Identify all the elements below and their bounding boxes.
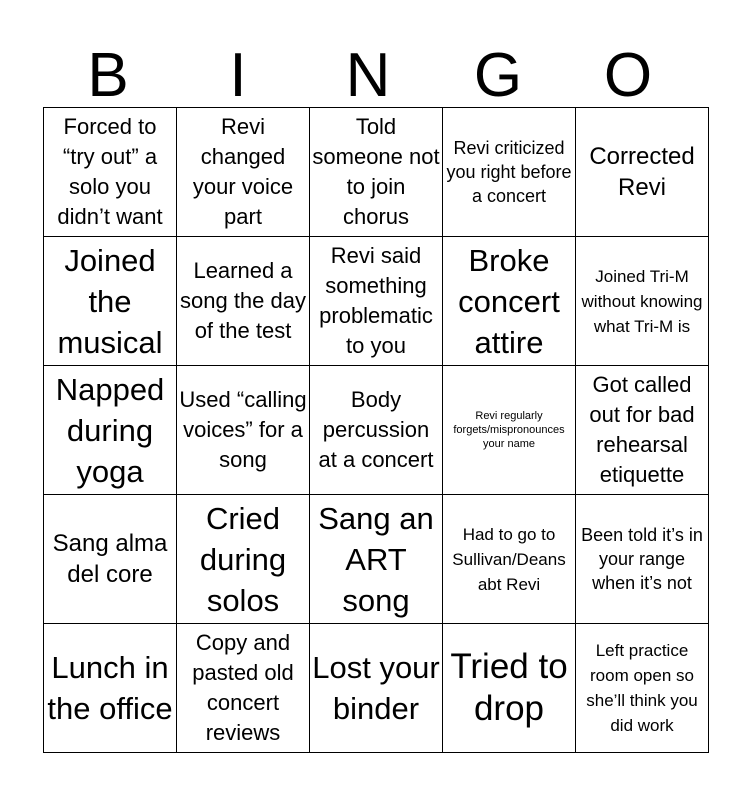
bingo-cell[interactable]: Joined Tri-M without knowing what Tri-M is <box>576 237 709 366</box>
bingo-cell[interactable]: Had to go to Sullivan/Deans abt Revi <box>443 495 576 624</box>
header-letter-b: B <box>87 41 129 110</box>
bingo-cell[interactable]: Body percussion at a concert <box>310 366 443 495</box>
bingo-cell[interactable]: Copy and pasted old concert reviews <box>177 624 310 753</box>
bingo-header <box>43 41 693 110</box>
bingo-cell[interactable]: Revi regularly forgets/mispronounces your name <box>443 366 576 495</box>
bingo-cell[interactable]: Revi changed your voice part <box>177 108 310 237</box>
bingo-cell[interactable]: Lost your binder <box>310 624 443 753</box>
bingo-cell[interactable]: Cried during solos <box>177 495 310 624</box>
bingo-cell[interactable]: Sang an ART song <box>310 495 443 624</box>
header-letter-i: I <box>229 41 247 110</box>
bingo-cell[interactable]: Used “calling voices” for a song <box>177 366 310 495</box>
bingo-cell[interactable]: Forced to “try out” a solo you didn’t want <box>44 108 177 237</box>
bingo-cell[interactable]: Corrected Revi <box>576 108 709 237</box>
bingo-cell[interactable]: Lunch in the office <box>44 624 177 753</box>
board-row <box>44 495 709 624</box>
header-letter-n: N <box>345 41 391 110</box>
bingo-board <box>43 107 709 753</box>
header-letter-g: G <box>473 41 523 110</box>
bingo-cell[interactable]: Got called out for bad rehearsal etiquette <box>576 366 709 495</box>
bingo-cell[interactable]: Been told it’s in your range when it’s not <box>576 495 709 624</box>
bingo-cell[interactable]: Napped during yoga <box>44 366 177 495</box>
bingo-cell[interactable]: Revi said something problematic to you <box>310 237 443 366</box>
bingo-cell[interactable]: Sang alma del core <box>44 495 177 624</box>
bingo-cell[interactable]: Joined the musical <box>44 237 177 366</box>
bingo-cell[interactable]: Tried to drop <box>443 624 576 753</box>
board-row <box>44 366 709 495</box>
bingo-cell[interactable]: Left practice room open so she’ll think you did work <box>576 624 709 753</box>
bingo-cell[interactable]: Broke concert attire <box>443 237 576 366</box>
board-row <box>44 237 709 366</box>
bingo-cell[interactable]: Revi criticized you right before a concert <box>443 108 576 237</box>
board-row <box>44 624 709 753</box>
board-row <box>44 108 709 237</box>
bingo-cell[interactable]: Told someone not to join chorus <box>310 108 443 237</box>
header-letter-o: O <box>603 41 653 110</box>
bingo-cell[interactable]: Learned a song the day of the test <box>177 237 310 366</box>
